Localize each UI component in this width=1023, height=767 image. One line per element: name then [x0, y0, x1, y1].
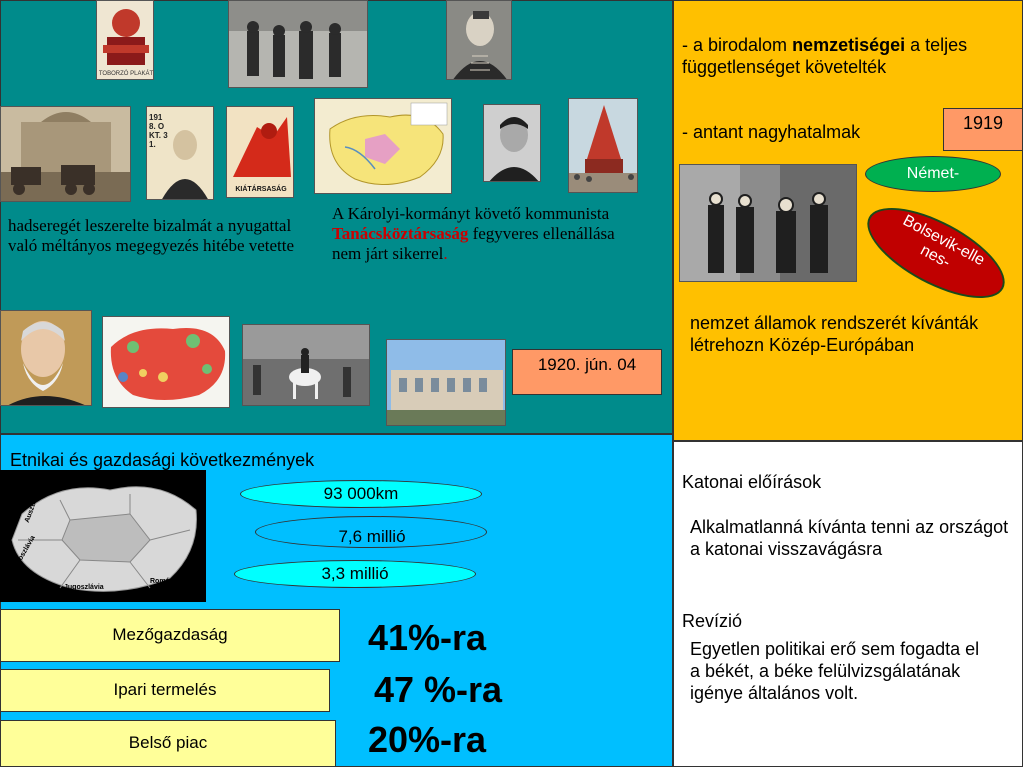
map-label-romania: Románia — [150, 578, 180, 585]
industry-box: Ipari termelés — [0, 669, 330, 712]
parliament-carriage-photo — [0, 106, 131, 202]
map-label-austria: Ausztria — [23, 495, 40, 524]
right-caption-suffix: fegyveres ellenállása nem járt sikerrel — [332, 224, 615, 263]
agriculture-percent: 41%-ra — [368, 617, 487, 658]
nationalities-bold: nemzetiségei — [792, 35, 906, 55]
nationalities-suffix: a teljes függetlenséget követelték — [682, 35, 968, 77]
portrait-uniform-photo — [446, 0, 512, 80]
trianon-palace-photo — [386, 339, 506, 426]
tanacskoztarsasag-highlight: Tanácsköztársaság — [332, 224, 469, 243]
year-box: 1919 — [943, 108, 1023, 151]
right-caption-prefix: A Károlyi-kormányt követő kommunista — [332, 204, 610, 223]
left-caption: hadseregét leszerelte bizalmát a nyugattal való méltányos megegyezés hitébe vetette — [8, 216, 295, 255]
market-percent: 20%-ra — [368, 719, 487, 760]
nationalities-text — [682, 34, 1017, 78]
hungarians-ellipse: 3,3 millió — [234, 560, 476, 588]
karolyi-poster-image — [146, 106, 214, 200]
horseman-photo — [242, 324, 370, 406]
industry-percent: 47 %-ra — [374, 669, 503, 710]
population-ellipse — [255, 516, 487, 548]
ethnic-map-image — [102, 316, 230, 408]
apponyi-portrait-photo — [0, 310, 92, 406]
german-ellipse: Német- — [865, 156, 1001, 192]
right-caption — [332, 204, 642, 264]
consequences-heading: Etnikai és gazdasági következmények — [10, 450, 315, 470]
map-label-yugoslavia-1: Jugoszlávia — [10, 534, 37, 573]
map-label-czechoslovakia: Csehszlovákia — [88, 478, 137, 485]
poster-image — [96, 0, 154, 80]
population-ellipse-text: 7,6 millió — [338, 527, 406, 546]
right-caption-end: . — [443, 244, 448, 263]
date-box: 1920. jún. 04 — [512, 349, 662, 395]
entente-text: - antant nagyhatalmak — [682, 122, 861, 142]
street-crowd-photo — [228, 0, 368, 88]
agriculture-box: Mezőgazdaság — [0, 609, 340, 662]
military-heading: Katonai előírások — [682, 472, 822, 492]
military-text: Alkalmatlanná kívánta tenni az országot a katonai visszavágásra — [690, 517, 1009, 559]
trianon-borders-map — [0, 470, 206, 602]
revision-text: Egyetlen politikai erő sem fogadta el a békét, a béke felülvizsgálatának igénye általános volt. — [690, 639, 980, 703]
poster-caption: TOBORZÓ PLAKÁT — [98, 71, 154, 77]
nation-states-text: nemzet államok rendszerét kívánták létrehozn Közép-Európában — [690, 313, 979, 355]
map-label-yugoslavia-2: Jugoszlávia — [64, 584, 104, 591]
red-poster-image — [226, 106, 294, 198]
poster-date-text: 1918. OKT. 31. — [149, 113, 168, 149]
area-ellipse: 93 000km — [240, 480, 482, 508]
revision-heading: Revízió — [682, 611, 743, 631]
red-poster-caption: KIÁTÁRSASÁG — [235, 186, 287, 193]
domestic-market-box: Belső piac — [0, 720, 336, 767]
monument-photo — [568, 98, 638, 193]
historical-map-image — [314, 98, 452, 194]
nationalities-prefix: - a birodalom — [682, 35, 793, 55]
bolshevik-ellipse-text: Bolsevik-ellenes- — [900, 212, 988, 272]
big-four-photo — [679, 164, 857, 282]
man-portrait-photo — [483, 104, 541, 182]
